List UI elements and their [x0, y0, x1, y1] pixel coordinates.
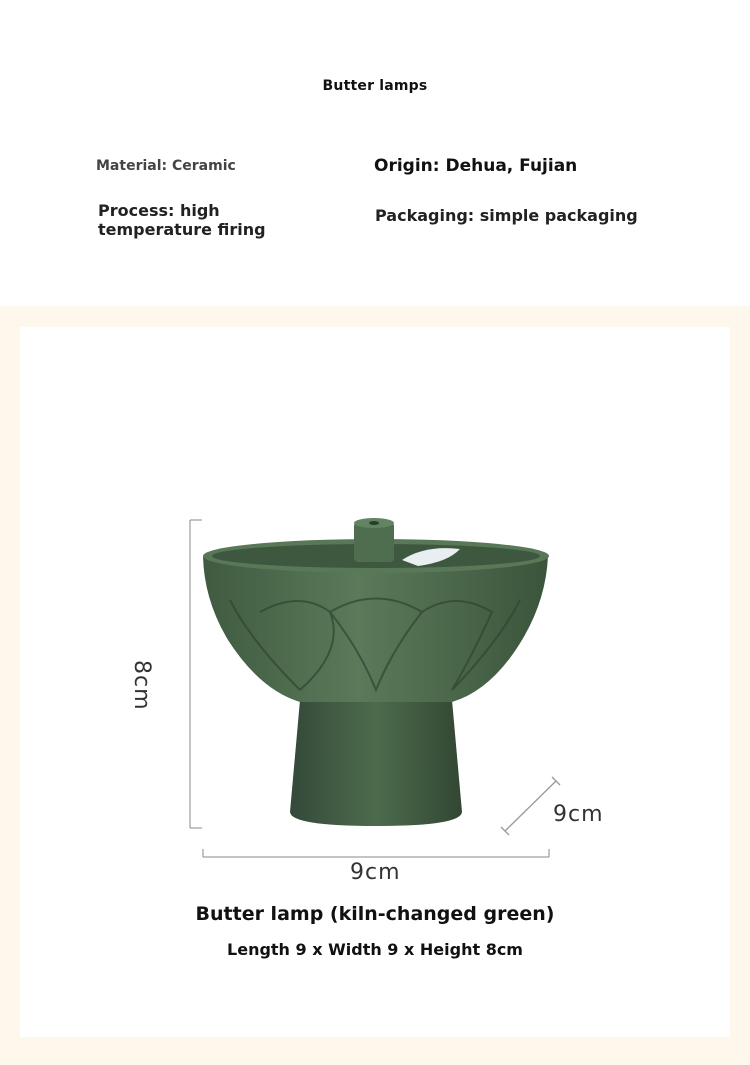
height-dimension-line — [190, 520, 202, 828]
width-dimension-label: 9cm — [350, 860, 401, 885]
lamp-body — [203, 518, 549, 826]
depth-dimension-line — [501, 777, 560, 835]
spec-material: Material: Ceramic — [96, 158, 236, 174]
height-dimension-label: 8cm — [129, 660, 154, 711]
spec-process: Process: high temperature firing — [98, 201, 266, 239]
depth-dimension-label: 9cm — [553, 802, 604, 827]
product-size: Length 9 x Width 9 x Height 8cm — [227, 940, 523, 959]
spec-origin: Origin: Dehua, Fujian — [374, 156, 578, 176]
product-name: Butter lamp (kiln-changed green) — [195, 903, 555, 925]
spec-packaging: Packaging: simple packaging — [375, 206, 638, 225]
page-title: Butter lamps — [322, 78, 428, 94]
width-dimension-line — [203, 849, 549, 857]
